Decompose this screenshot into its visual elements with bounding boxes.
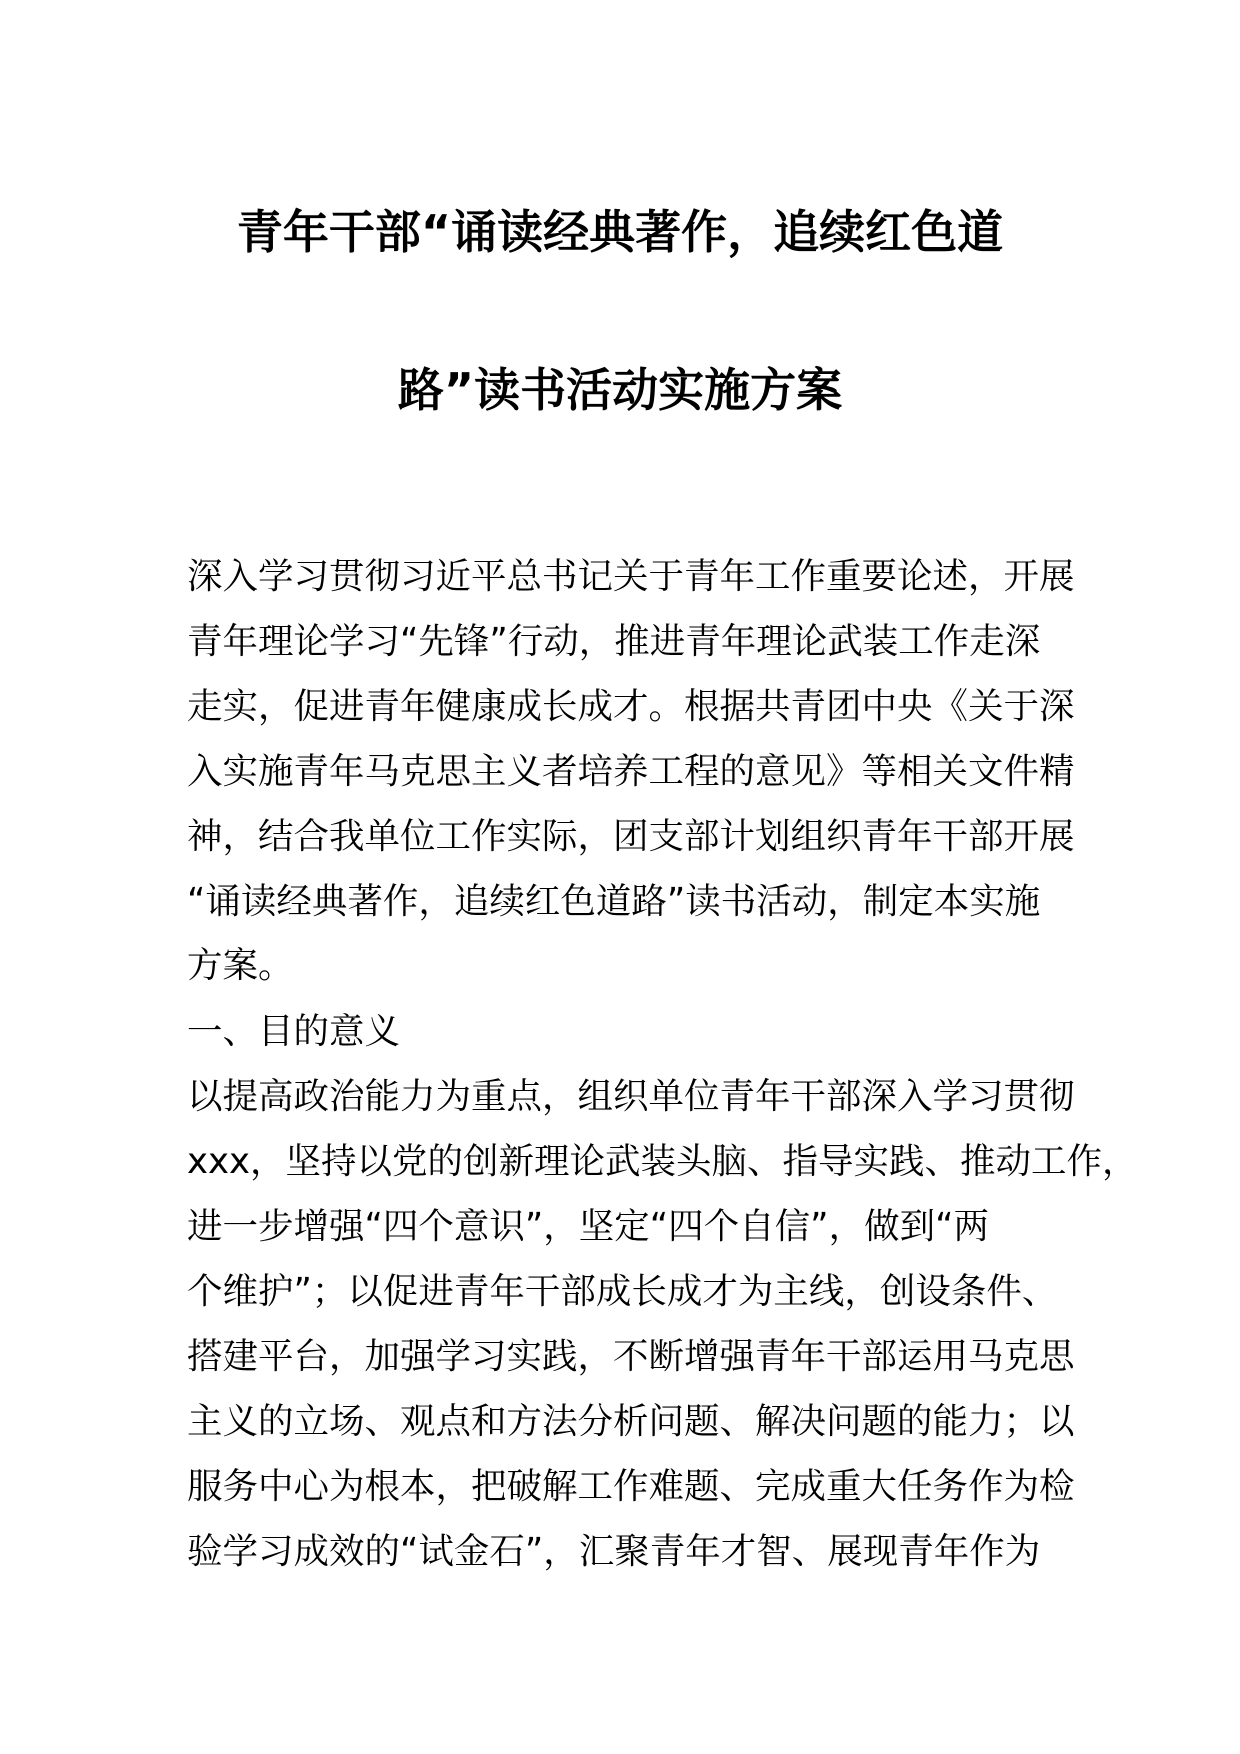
body-line-2: 青年理论学习“先锋”行动，推进青年理论武装工作走深 [187, 621, 1041, 662]
body-line-7: 方案。 [187, 945, 294, 986]
body-line-9: 以提高政治能力为重点，组织单位青年干部深入学习贯彻 [187, 1076, 1075, 1117]
section-heading: 一、目的意义 [187, 1011, 401, 1052]
body-line-10: xxx，坚持以党的创新理论武装头脑、指导实践、推动工作， [187, 1141, 1138, 1182]
body-line-15: 服务中心为根本，把破解工作难题、完成重大任务作为检 [187, 1466, 1075, 1507]
body-line-14: 主义的立场、观点和方法分析问题、解决问题的能力；以 [187, 1401, 1075, 1442]
body-line-16: 验学习成效的“试金石”，汇聚青年才智、展现青年作为 [187, 1531, 1041, 1572]
document-title-line-2: 路”读书活动实施方案 [397, 363, 843, 417]
body-line-6: “诵读经典著作，追续红色道路”读书活动，制定本实施 [187, 881, 1041, 922]
body-line-1: 深入学习贯彻习近平总书记关于青年工作重要论述，开展 [187, 556, 1075, 597]
body-line-12: 个维护”；以促进青年干部成长成才为主线，创设条件、 [187, 1271, 1058, 1312]
body-line-5: 神，结合我单位工作实际，团支部计划组织青年干部开展 [187, 816, 1075, 857]
body-line-4: 入实施青年马克思主义者培养工程的意见》等相关文件精 [187, 751, 1075, 792]
document-title-line-1: 青年干部“诵读经典著作，追续红色道 [236, 205, 1004, 259]
body-line-13: 搭建平台，加强学习实践，不断增强青年干部运用马克思 [187, 1336, 1075, 1377]
body-line-3: 走实，促进青年健康成长成才。根据共青团中央《关于深 [187, 686, 1075, 727]
body-line-11: 进一步增强“四个意识”，坚定“四个自信”，做到“两 [187, 1206, 989, 1247]
